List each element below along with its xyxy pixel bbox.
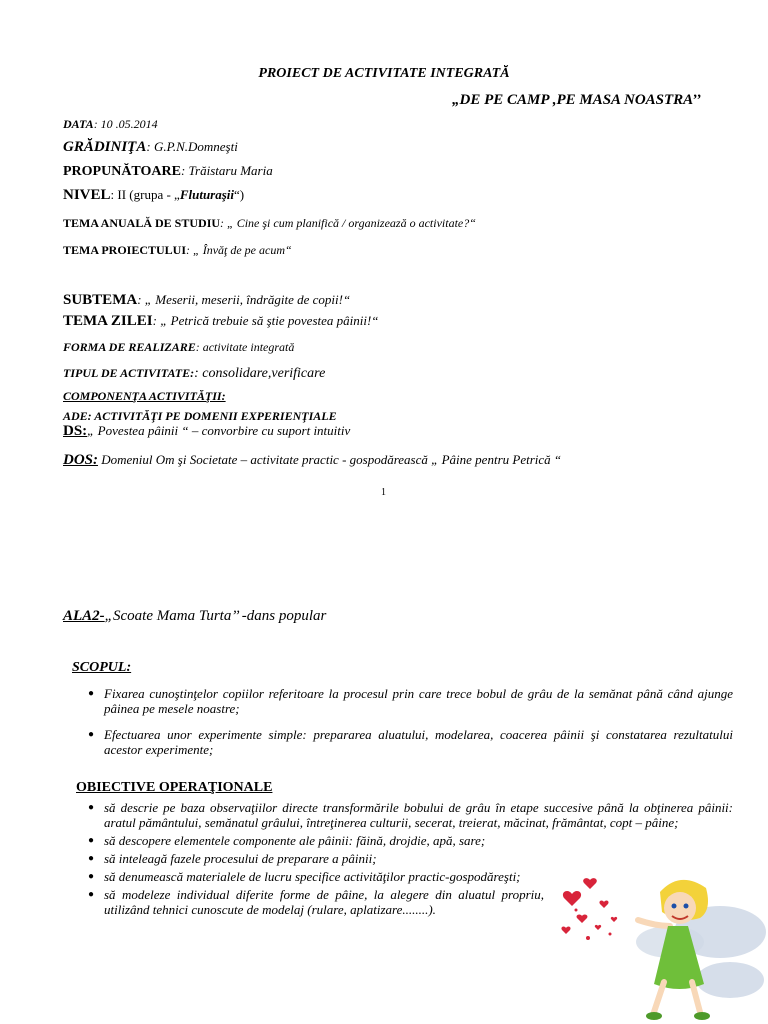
- propunatoare-value: : Trăistaru Maria: [180, 163, 273, 178]
- obiective-item-1: ● să descrie pe baza observaţiilor directe transformările bobului de grâu în etape succesive până la obţinerea pâinii: aratul pământului, semănatul grâului, întreţinerea culturii, secerat, treierat, măcinat, frământat, copt – pâine;: [88, 800, 733, 830]
- tipul-label: TIPUL DE ACTIVITATE:: [63, 366, 195, 380]
- scopul-item-2: ● Efectuarea unor experimente simple: prepararea aluatului, modelarea, coacerea pâinii şi constatarea rezultatului acestor experimente;: [88, 727, 733, 757]
- componenta-heading: COMPONENŢA ACTIVITĂŢII:: [63, 389, 226, 403]
- document-subtitle: „DE PE CAMP ,PE MASA NOASTRA’’: [452, 92, 701, 108]
- dos-value: Domeniul Om şi Societate – activitate practic - gospodărească „ Pâine pentru Petrică “: [98, 452, 562, 467]
- document-title: PROIECT DE ACTIVITATE INTEGRATĂ: [258, 66, 510, 81]
- subtema-value: : „ Meserii, meserii, îndrăgite de copii!“: [137, 292, 351, 307]
- ala2-label: ALA2-: [63, 608, 105, 624]
- obiective-item-5: ● să modeleze individual diferite forme de pâine, la alegere din aluatul propriu, utilizând tehnici cunoscute de modelaj (rulare, aplatizare........).: [88, 887, 544, 917]
- forma-value: : activitate integrată: [195, 340, 295, 354]
- ade-heading: ADE: ACTIVITĂŢI PE DOMENII EXPERIENŢIALE: [63, 409, 337, 423]
- propunatoare-line: [63, 163, 273, 180]
- ala2-line: [63, 608, 326, 625]
- ala2-value: „Scoate Mama Turta’’ -dans popular: [104, 608, 327, 624]
- tema-anuala-label: TEMA ANUALĂ DE STUDIU: [63, 216, 221, 230]
- page-break: [0, 505, 768, 506]
- dos-label: DOS:: [63, 452, 99, 468]
- subtema-line: [63, 292, 350, 309]
- page-number: 1: [381, 487, 386, 498]
- data-label: DATA: [63, 117, 94, 131]
- tema-anuala-line: [63, 216, 476, 231]
- tema-proiect-value: : „ Învăţ de pe acum“: [186, 243, 292, 257]
- gradinita-value: : G.P.N.Domneşti: [146, 139, 238, 154]
- obiective-item-2: ● să descopere elementele componente ale pâinii: făină, drojdie, apă, sare;: [88, 833, 733, 848]
- obiective-item-4: ● să denumească materialele de lucru specifice activităţilor practic-gospodăreşti;: [88, 869, 544, 884]
- propunatoare-label: PROPUNĂTOARE: [63, 164, 181, 179]
- subtema-label: SUBTEMA: [63, 292, 138, 308]
- tipul-line: [63, 366, 325, 382]
- tipul-value: : consolidare,verificare: [194, 366, 326, 381]
- nivel-label: NIVEL: [63, 187, 111, 203]
- tema-zilei-label: TEMA ZILEI: [63, 313, 153, 329]
- ds-value: „ Povestea pâinii “ – convorbire cu suport intuitiv: [87, 423, 351, 438]
- scopul-item-1: ● Fixarea cunoştinţelor copiilor referitoare la procesul prin care trece bobul de grâu de la semănat până când ajunge pâinea pe mesele noastre;: [88, 686, 733, 716]
- tema-proiect-line: [63, 243, 292, 258]
- nivel-line: [63, 187, 244, 204]
- obiective-item-3: ● să inteleagă fazele procesului de preparare a pâinii;: [88, 851, 733, 866]
- ds-label: DS:: [63, 423, 88, 439]
- gradinita-label: GRĂDINIŢA: [63, 139, 147, 155]
- nivel-end: “): [234, 187, 245, 202]
- obiective-heading: OBIECTIVE OPERAŢIONALE: [76, 780, 273, 795]
- ds-line: [63, 423, 350, 440]
- tema-zilei-value: : „ Petrică trebuie să ştie povestea pâinii!“: [152, 313, 379, 328]
- scopul-heading: SCOPUL:: [72, 660, 132, 675]
- data-line: [63, 117, 158, 132]
- fairy-clipart-icon: [560, 872, 768, 1024]
- nivel-group: Fluturaşii: [179, 187, 235, 202]
- scopul-list: [88, 686, 733, 757]
- tema-anuala-value: : „ Cine şi cum planifică / organizează o activitate?“: [220, 216, 476, 230]
- dos-line: [63, 452, 561, 469]
- tema-zilei-line: [63, 313, 379, 330]
- data-value: : 10 .05.2014: [93, 117, 158, 131]
- nivel-value: : II (grupa - „: [110, 187, 180, 202]
- forma-line: [63, 340, 294, 355]
- hearts-icon: [561, 878, 617, 940]
- tema-proiect-label: TEMA PROIECTULUI: [63, 243, 187, 257]
- gradinita-line: [63, 139, 238, 156]
- forma-label: FORMA DE REALIZARE: [63, 340, 196, 354]
